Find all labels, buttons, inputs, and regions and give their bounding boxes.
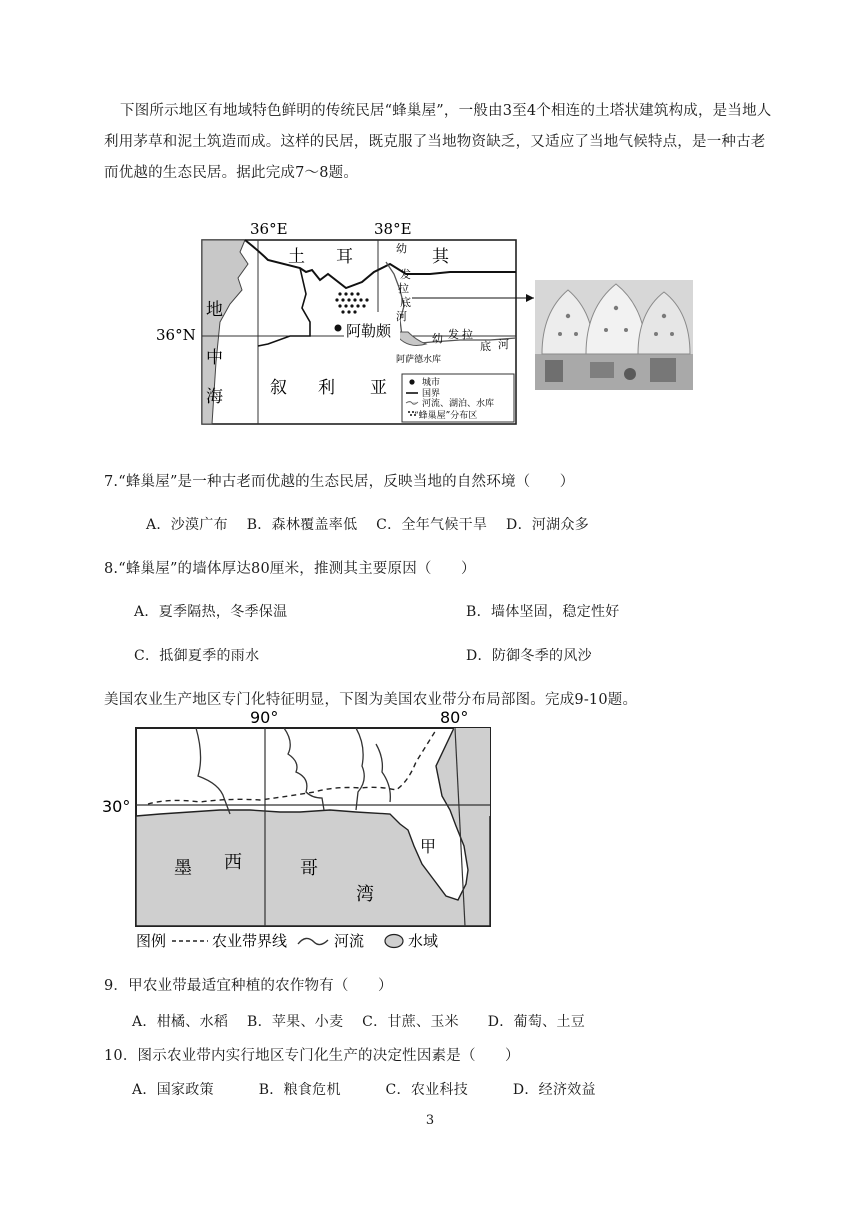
q9-option-c: C．甘蔗、玉米 xyxy=(362,1014,459,1030)
sea-char-2: 中 xyxy=(206,348,223,368)
gulf-char-2: 西 xyxy=(224,852,242,873)
gulf-char-1: 墨 xyxy=(174,858,192,879)
beehive-house-photo xyxy=(535,280,693,390)
q8-stem: 8.“蜂巢屋”的墙体厚达80厘米，推测其主要原因（ ） xyxy=(104,561,476,577)
legend-title: 图例 xyxy=(136,932,167,950)
syria-char-2: 利 xyxy=(318,378,335,398)
q9-option-b: B．苹果、小麦 xyxy=(246,1014,344,1030)
q8-option-a: A．夏季隔热，冬季保温 xyxy=(134,604,288,620)
legend-river: 河流 xyxy=(334,932,365,950)
city-dot-aleppo xyxy=(335,325,342,332)
syria-char-3: 亚 xyxy=(370,378,387,398)
q7-option-b: B．森林覆盖率低 xyxy=(246,517,358,533)
lon-90: 90° xyxy=(250,708,279,727)
q7-stem: 7.“蜂巢屋”是一种古老而优越的生态民居，反映当地的自然环境（ ） xyxy=(104,474,575,490)
gulf-char-4: 湾 xyxy=(356,884,374,905)
q7-option-a: A．沙漠广布 xyxy=(146,517,228,533)
lat-36n: 36°N xyxy=(156,326,196,344)
legend-belt-boundary: 农业带界线 xyxy=(212,932,288,950)
q9-stem: 9．甲农业带最适宜种植的农作物有（ ） xyxy=(104,978,393,994)
legend-water: 水域 xyxy=(408,932,439,950)
lon-38e: 38°E xyxy=(374,220,412,238)
river-v-1: 幼 xyxy=(396,242,407,255)
turkey-char-3: 其 xyxy=(432,247,449,267)
turkey-char-1: 土 xyxy=(288,247,305,267)
lon-80: 80° xyxy=(440,708,469,727)
intro-paragraph-1: 下图所示地区有地域特色鲜明的传统民居“蜂巢屋”，一般由3至4个相连的土塔状建筑构成，是当地人利用茅草和泥土筑造而成。这样的民居，既克服了当地物资缺乏，又适应了当地气候特点，是一种古老而优越的生态民居。据此完成7～8题。 xyxy=(104,103,772,181)
city-aleppo-label: 阿勒颇 xyxy=(346,322,392,340)
q7-options xyxy=(146,514,603,534)
river-h-1: 幼 xyxy=(432,332,443,345)
river-h-5: 河 xyxy=(498,338,509,351)
q9-options xyxy=(132,1011,599,1031)
sea-char-3: 海 xyxy=(206,387,223,407)
legend-border: 国界 xyxy=(422,389,441,399)
river-h-3: 拉 xyxy=(462,328,473,341)
lat-30: 30° xyxy=(102,797,131,816)
q8-option-c: C．抵御夏季的雨水 xyxy=(134,648,260,664)
syria-char-1: 叙 xyxy=(270,378,287,398)
legend-water: 河流、湖泊、水库 xyxy=(422,399,495,409)
q9-option-d: D．葡萄、土豆 xyxy=(487,1014,586,1030)
river-v-5: 河 xyxy=(396,310,407,323)
river-v-3: 拉 xyxy=(398,282,409,295)
q9-option-a: A．柑橘、水稻 xyxy=(132,1014,229,1030)
q10-stem: 10．图示农业带内实行地区专门化生产的决定性因素是（ ） xyxy=(104,1048,520,1064)
river-v-4: 底 xyxy=(400,296,411,309)
q8-option-b: B．墙体坚固，稳定性好 xyxy=(466,604,620,620)
reservoir-label: 阿萨德水库 xyxy=(396,355,442,365)
q10-option-a: A．国家政策 xyxy=(132,1082,214,1098)
zone-jia-label: 甲 xyxy=(420,837,437,856)
q10-options xyxy=(132,1079,610,1099)
q8-option-d: D．防御冬季的风沙 xyxy=(466,648,592,664)
q10-option-c: C．农业科技 xyxy=(385,1082,469,1098)
river-h-4: 底 xyxy=(480,340,491,353)
lon-36e: 36°E xyxy=(250,220,288,238)
turkey-char-2: 耳 xyxy=(336,247,353,267)
river-v-2: 发 xyxy=(400,268,411,281)
map-syria-beehive xyxy=(150,212,700,442)
page-number: 3 xyxy=(425,1113,435,1128)
legend-beehive-area: “蜂巢屋”分布区 xyxy=(414,411,478,421)
map-us-agriculture xyxy=(100,706,500,960)
gulf-char-3: 哥 xyxy=(300,858,318,879)
river-h-2: 发 xyxy=(448,328,459,341)
q7-option-c: C．全年气候干旱 xyxy=(376,517,488,533)
sea-char-1: 地 xyxy=(206,300,223,320)
q10-option-b: B．粮食危机 xyxy=(258,1082,341,1098)
intro-paragraph-2: 美国农业生产地区专门化特征明显，下图为美国农业带分布局部图。完成9-10题。 xyxy=(104,692,638,708)
legend-city: 城市 xyxy=(422,378,441,388)
q10-option-d: D．经济效益 xyxy=(512,1082,596,1098)
q7-option-d: D．河湖众多 xyxy=(506,517,590,533)
